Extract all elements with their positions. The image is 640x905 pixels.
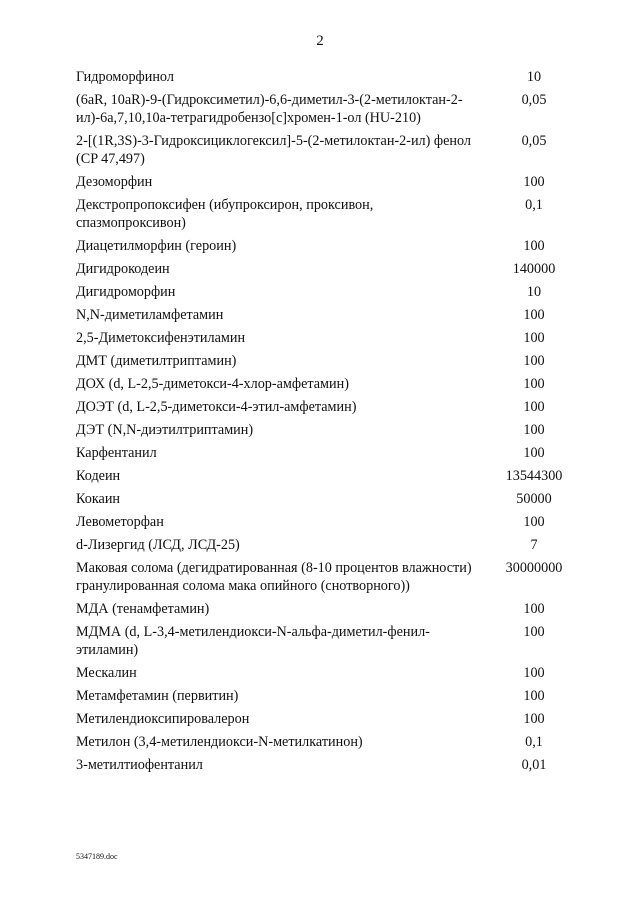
substance-value: 100 — [523, 624, 545, 640]
table-row — [76, 171, 576, 194]
substance-value: 100 — [523, 307, 545, 323]
substance-value: 100 — [523, 514, 545, 530]
table-row — [76, 662, 576, 685]
substance-name: 2,5-Диметоксифенэтиламин — [76, 330, 246, 346]
substance-value: 140000 — [512, 261, 556, 277]
substance-name: МДА (тенамфетамин) — [76, 601, 210, 617]
substance-value: 0,01 — [521, 757, 547, 773]
substance-name: ДОЭТ (d, L-2,5-диметокси-4-этил-амфетамин) — [76, 399, 357, 415]
table-row — [76, 511, 576, 534]
table-row — [76, 488, 576, 511]
substance-name: Метилендиоксипировалерон — [76, 711, 250, 727]
substance-name: Гидроморфинол — [76, 69, 174, 85]
table-row — [76, 304, 576, 327]
substance-value: 0,05 — [521, 133, 547, 149]
table-row — [76, 442, 576, 465]
substance-name: Дигидрокодеин — [76, 261, 170, 277]
substance-value: 100 — [523, 665, 545, 681]
substance-name: d-Лизергид (ЛСД, ЛСД-25) — [76, 537, 240, 553]
substance-value: 10 — [526, 284, 542, 300]
table-row — [76, 754, 576, 777]
substance-name: N,N-диметиламфетамин — [76, 307, 224, 323]
table-row — [76, 465, 576, 488]
substance-value: 10 — [526, 69, 542, 85]
substance-value: 13544300 — [505, 468, 563, 484]
table-row — [76, 731, 576, 754]
substance-name: Мескалин — [76, 665, 137, 681]
substance-name: Метамфетамин (первитин) — [76, 688, 239, 704]
table-row — [76, 419, 576, 442]
substance-value: 100 — [523, 376, 545, 392]
table-row — [76, 557, 576, 598]
substance-name: (6aR, 10aR)-9-(Гидроксиметил)-6,6-диметил-3-(2-метилоктан-2-ил)-6а,7,10,10а-тетрагидробензо[с]хромен-1-ол (HU-210) — [76, 92, 463, 126]
table-row — [76, 373, 576, 396]
document-filename: 5347189.doc — [76, 852, 118, 861]
substance-name: ДОХ (d, L-2,5-диметокси-4-хлор-амфетамин) — [76, 376, 349, 392]
substance-name: Левометорфан — [76, 514, 164, 530]
substance-name: Декстропропоксифен (ибупроксирон, проксивон, спазмопроксивон) — [76, 197, 374, 231]
substance-value: 100 — [523, 445, 545, 461]
substance-name: Маковая солома (дегидратированная (8-10 процентов влажности) гранулированная солома мака опийного (снотворного)) — [76, 560, 472, 594]
substance-value: 50000 — [516, 491, 552, 507]
page-number: 2 — [316, 33, 324, 49]
substance-name: 3-метилтиофентанил — [76, 757, 203, 773]
substance-name: Метилон (3,4-метилендиокси-N-метилкатинон) — [76, 734, 363, 750]
table-row — [76, 708, 576, 731]
substance-name: Диацетилморфин (героин) — [76, 238, 237, 254]
substance-name: Дигидроморфин — [76, 284, 176, 300]
substance-name: ДЭТ (N,N-диэтилтриптамин) — [76, 422, 254, 438]
table-row — [76, 66, 576, 89]
substance-value: 100 — [523, 353, 545, 369]
substance-name: 2-[(1R,3S)-3-Гидроксициклогексил]-5-(2-метилоктан-2-ил) фенол (CP 47,497) — [76, 133, 471, 167]
substance-value: 7 — [530, 537, 538, 553]
table-row — [76, 281, 576, 304]
substance-value: 0,1 — [525, 734, 543, 750]
table-row — [76, 89, 576, 130]
substance-value: 100 — [523, 238, 545, 254]
substance-value: 100 — [523, 601, 545, 617]
substance-name: Кокаин — [76, 491, 121, 507]
substance-value: 100 — [523, 711, 545, 727]
table-row — [76, 396, 576, 419]
table-row — [76, 258, 576, 281]
substance-value: 0,05 — [521, 92, 547, 108]
table-row — [76, 194, 576, 235]
substance-name: Кодеин — [76, 468, 121, 484]
table-row — [76, 621, 576, 662]
substance-value: 0,1 — [525, 197, 543, 213]
substance-name: МДМА (d, L-3,4-метилендиокси-N-альфа-диметил-фенил-этиламин) — [76, 624, 430, 658]
substance-value: 100 — [523, 330, 545, 346]
table-row — [76, 598, 576, 621]
substance-value: 30000000 — [505, 560, 563, 576]
table-row — [76, 685, 576, 708]
substance-value: 100 — [523, 422, 545, 438]
substance-value: 100 — [523, 399, 545, 415]
table-row — [76, 130, 576, 171]
substance-name: ДМТ (диметилтриптамин) — [76, 353, 237, 369]
table-row — [76, 534, 576, 557]
substance-value: 100 — [523, 688, 545, 704]
table-row — [76, 235, 576, 258]
substance-table — [76, 66, 576, 777]
substance-name: Карфентанил — [76, 445, 157, 461]
substance-name: Дезоморфин — [76, 174, 153, 190]
table-row — [76, 350, 576, 373]
table-row — [76, 327, 576, 350]
substance-value: 100 — [523, 174, 545, 190]
